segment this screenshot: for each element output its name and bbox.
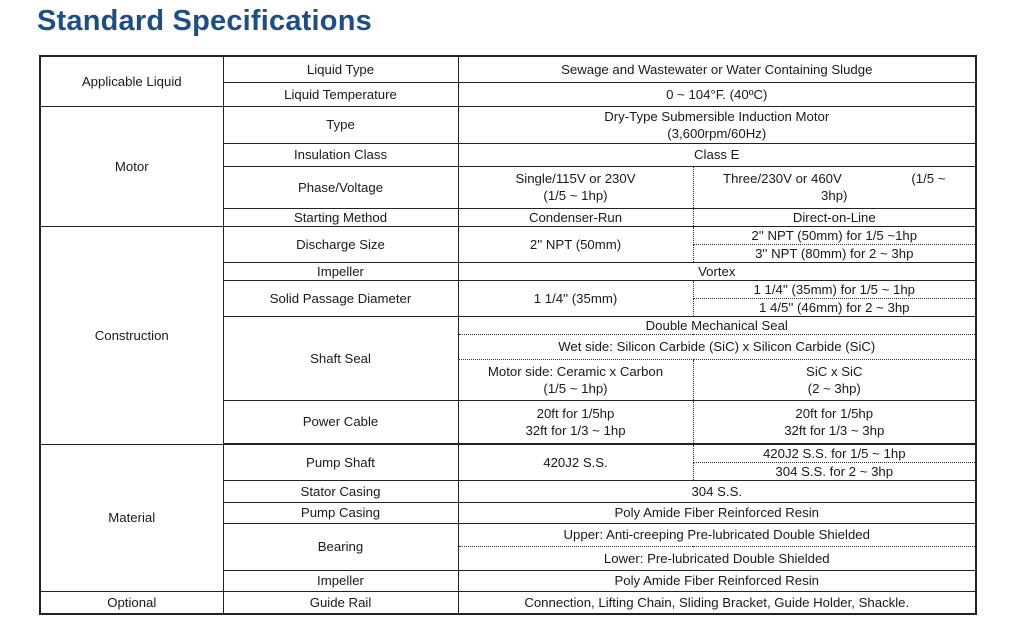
value-seal-wet: Wet side: Silicon Carbide (SiC) x Silicon Carbide (SiC): [458, 334, 976, 359]
cable-single-line-2: 32ft for 1/3 ~ 1hp: [525, 422, 626, 438]
phase-single-line-2: (1/5 ~ 1hp): [543, 188, 608, 203]
phase-three-line-1: Three/230V or 460V (1/5 ~: [723, 171, 946, 186]
item-power-cable: Power Cable: [223, 400, 458, 443]
value-impeller-material: Poly Amide Fiber Reinforced Resin: [458, 570, 976, 591]
table-row: [40, 106, 976, 143]
item-pump-shaft: Pump Shaft: [223, 444, 458, 480]
value-phase-three: [693, 166, 976, 208]
value-solid-three-a: 1 1/4'' (35mm) for 1/5 ~ 1hp: [693, 280, 976, 298]
phase-three-line-2: 3hp): [821, 188, 848, 203]
value-pump-casing: Poly Amide Fiber Reinforced Resin: [458, 502, 976, 523]
item-impeller: Impeller: [223, 262, 458, 280]
seal-motor-single-line-2: (1/5 ~ 1hp): [543, 380, 608, 396]
value-solid-single: 1 1/4'' (35mm): [458, 280, 693, 316]
motor-type-line-2: (3,600rpm/60Hz): [667, 125, 767, 141]
seal-motor-single-line-1: Motor side: Ceramic x Carbon: [487, 363, 664, 379]
value-insulation-class: Class E: [458, 143, 976, 166]
motor-type-line-1: Dry-Type Submersible Induction Motor: [604, 108, 830, 124]
item-stator-casing: Stator Casing: [223, 480, 458, 502]
category-applicable-liquid: Applicable Liquid: [40, 56, 223, 106]
seal-motor-three-line-2: (2 ~ 3hp): [807, 380, 861, 396]
item-bearing: Bearing: [223, 523, 458, 570]
value-seal-motor-three: [693, 359, 976, 400]
value-cable-three: [693, 400, 976, 443]
cable-single-line-1: 20ft for 1/5hp: [536, 405, 615, 421]
item-guide-rail: Guide Rail: [223, 591, 458, 614]
value-liquid-temperature: 0 ~ 104°F. (40ºC): [458, 82, 976, 106]
item-insulation-class: Insulation Class: [223, 143, 458, 166]
category-optional: Optional: [40, 591, 223, 614]
item-solid-passage: Solid Passage Diameter: [223, 280, 458, 316]
value-seal-double: Double Mechanical Seal: [458, 316, 976, 334]
category-construction: Construction: [40, 226, 223, 444]
table-row: [40, 226, 976, 244]
value-bearing-lower: Lower: Pre-lubricated Double Shielded: [458, 546, 976, 570]
value-motor-type: [458, 106, 976, 143]
table-row: [40, 56, 976, 82]
item-pump-casing: Pump Casing: [223, 502, 458, 523]
table-row: [40, 591, 976, 614]
item-starting-method: Starting Method: [223, 208, 458, 226]
item-liquid-temperature: Liquid Temperature: [223, 82, 458, 106]
value-discharge-single: 2'' NPT (50mm): [458, 226, 693, 262]
value-guide-rail: Connection, Lifting Chain, Sliding Bracket, Guide Holder, Shackle.: [458, 591, 976, 614]
value-impeller: Vortex: [458, 262, 976, 280]
page-title: Standard Specifications: [37, 5, 372, 37]
value-shaft-single: 420J2 S.S.: [458, 444, 693, 480]
value-discharge-three-b: 3'' NPT (80mm) for 2 ~ 3hp: [693, 244, 976, 262]
specifications-table: [39, 55, 977, 615]
value-shaft-three-b: 304 S.S. for 2 ~ 3hp: [693, 462, 976, 480]
value-cable-single: [458, 400, 693, 443]
value-stator-casing: 304 S.S.: [458, 480, 976, 502]
item-type: Type: [223, 106, 458, 143]
table-row: [40, 444, 976, 462]
value-shaft-three-a: 420J2 S.S. for 1/5 ~ 1hp: [693, 444, 976, 462]
cable-three-line-2: 32ft for 1/3 ~ 3hp: [784, 422, 885, 438]
category-motor: Motor: [40, 106, 223, 226]
item-shaft-seal: Shaft Seal: [223, 316, 458, 400]
value-bearing-upper: Upper: Anti-creeping Pre-lubricated Double Shielded: [458, 523, 976, 546]
item-discharge-size: Discharge Size: [223, 226, 458, 262]
item-phase-voltage: Phase/Voltage: [223, 166, 458, 208]
value-seal-motor-single: [458, 359, 693, 400]
value-start-single: Condenser-Run: [458, 208, 693, 226]
value-start-three: Direct-on-Line: [693, 208, 976, 226]
value-discharge-three-a: 2'' NPT (50mm) for 1/5 ~1hp: [693, 226, 976, 244]
cable-three-line-1: 20ft for 1/5hp: [795, 405, 874, 421]
value-liquid-type: Sewage and Wastewater or Water Containing Sludge: [458, 56, 976, 82]
seal-motor-three-line-1: SiC x SiC: [806, 363, 863, 379]
category-material: Material: [40, 444, 223, 591]
item-liquid-type: Liquid Type: [223, 56, 458, 82]
value-solid-three-b: 1 4/5'' (46mm) for 2 ~ 3hp: [693, 298, 976, 316]
value-phase-single: [458, 166, 693, 208]
phase-single-line-1: Single/115V or 230V: [515, 171, 636, 186]
item-impeller-material: Impeller: [223, 570, 458, 591]
